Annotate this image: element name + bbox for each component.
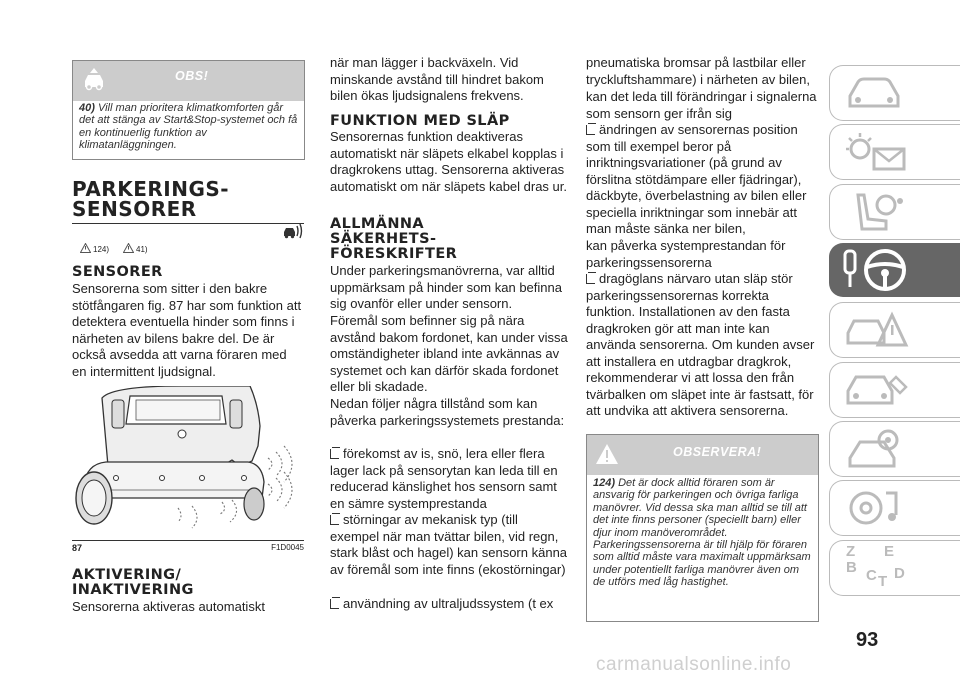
figure-number: 87: [72, 543, 83, 553]
observera-title: OBSERVERA!: [673, 445, 762, 459]
col2-intro: när man lägger i backväxeln. Vid minskande avstånd till hindret bakom bilen ökas ljudsignalens frekvens.: [330, 55, 544, 103]
heading-sakerhetsforeskrifter: [330, 217, 457, 262]
bullet-item: [330, 446, 568, 512]
tab-safety[interactable]: [829, 184, 960, 240]
ref-124: 124): [93, 244, 110, 254]
figure-87: [72, 386, 304, 536]
tab-in-an-emergency[interactable]: [829, 302, 960, 358]
bullet-marker-icon: [330, 599, 339, 609]
sensor-description: Sensorerna som sitter i den bakre stötfångaren fig. 87 har som funktion att detektera eventuella hinder som finns i närheten av bilens bakre del. De är också avsedda att varna föraren med en intermittent ljudsignal.: [72, 281, 302, 379]
subheading-sensorer: SENSORER: [72, 264, 163, 280]
footer-watermark: carmanualsonline.info: [596, 654, 792, 675]
bullet-item: [330, 512, 568, 578]
heading-safety-line-3: FÖRESKRIFTER: [330, 246, 458, 262]
bullet-marker-icon: [330, 515, 339, 525]
bullet-text: störningar av mekanisk typ (till exempel när man tvättar bilen, vid regn, stark blåst och hagel) kan sensorn känna av föremål som inte finns (ekostörningar): [330, 512, 568, 577]
index-letter: B: [846, 559, 857, 576]
col3-intro: pneumatiska bromsar på lastbilar eller tryckluftshammare) i närheten av bilen,: [586, 55, 810, 87]
bullet-item: [586, 122, 820, 238]
bullet-item: [330, 596, 568, 613]
index-letter: C: [866, 567, 877, 584]
lights-envelope-icon: [844, 131, 910, 178]
heading-safety-line-2: SÄKERHETS-: [330, 231, 437, 247]
tab-instrument-panel[interactable]: [829, 124, 960, 180]
warning-triangle-icon: [595, 443, 619, 470]
bullet-text: förekomst av is, snö, lera eller flera lager lack på sensorytan kan leda till en reducerad känslighet hos sensorn samt en sämre systemprestanda: [330, 446, 558, 511]
warning-car-icon: [844, 309, 910, 356]
multimedia-icon: [846, 485, 906, 536]
index-letter: D: [894, 565, 905, 582]
car-service-icon: [844, 369, 910, 416]
bullet-text: ändringen av sensorernas position som till exempel beror på inriktningsvariationer (på grund av förslitna stötdämpare eller fjädringar), däckbyte, överbelastning av bilen eller speciella inriktningar som innebär att man måste sänka ner bilen,: [586, 122, 807, 236]
safety-paragraph-3: Nedan följer några tillstånd som kan påverka parkeringssystemets prestanda:: [330, 396, 565, 428]
heading-safety-line-1: ALLMÄNNA: [330, 216, 425, 232]
warning-triangle-icon: [123, 243, 134, 255]
refs-row: [80, 243, 148, 255]
page-number: 93: [856, 629, 879, 651]
obs-ref: 40): [79, 102, 95, 114]
obs-notice-header: [73, 61, 304, 101]
obs-notice-box: [72, 60, 305, 160]
col3-paragraph: kan påverka systemprestandan för parkeringssensorerna: [586, 238, 786, 270]
tab-getting-to-know-car[interactable]: [829, 65, 960, 121]
figure-caption: [72, 540, 304, 553]
trailer-text: Sensorernas funktion deaktiveras automatiskt när släpets elkabel kopplas i dragkrokens uttag. Sensorerna aktiveras automatiskt om när släpets kabel dras ur.: [330, 129, 568, 194]
car-dashboard-icon: [844, 74, 904, 117]
heading-line-2: SENSORER: [72, 197, 197, 221]
section-heading-parkeringssensorer: [72, 179, 304, 224]
heading-funktion-med-slap: FUNKTION MED SLÄP: [330, 113, 510, 129]
heading-line-1: PARKERINGS-: [72, 177, 230, 201]
technical-data-icon: [846, 428, 906, 475]
index-letters-icon: [844, 543, 914, 593]
bullet-marker-icon: [586, 274, 595, 284]
figure-code: F1D0045: [271, 543, 304, 552]
warning-car-icon: [81, 67, 107, 96]
bullet-text: användning av ultraljudssystem (t ex: [343, 596, 554, 611]
bullet-item: [586, 271, 820, 420]
tab-index[interactable]: [829, 540, 960, 596]
index-letter: T: [878, 573, 888, 590]
observera-notice-box: [586, 434, 819, 622]
tab-multimedia[interactable]: [829, 480, 960, 536]
obs-text: [73, 101, 304, 152]
heading-aktivering-line-2: INAKTIVERING: [72, 582, 194, 598]
observera-header: [587, 435, 818, 475]
index-letter: Z: [846, 543, 856, 560]
tab-starting-and-driving[interactable]: [829, 243, 960, 297]
activation-text: Sensorerna aktiveras automatiskt: [72, 599, 265, 614]
heading-rule: [72, 223, 304, 224]
parking-sensor-icon: [282, 222, 304, 245]
observera-body-text: Det är dock alltid föraren som är ansvarig för parkeringen och övriga farliga manövrer. Vid dessa ska man alltid se till att det inte finns personer (speciellt barn) eller djur inom manöverområdet. Parkeringssensorerna är till hjälp för föraren som alltid måste vara maximalt uppmärksam under potentiellt farliga manövrer även om de utförs med låg hastighet.: [593, 477, 811, 589]
col3-paragraph: kan det leda till förändringar i signalerna som sensorn ger ifrån sig: [586, 89, 817, 121]
seat-airbag-icon: [846, 191, 908, 238]
bullet-text: dragöglans närvaro utan släp stör parkeringssensorernas korrekta funktion. Installationen av den fasta dragkroken gör att man inte kan använda sensorerna. Om kunden avser att installera en utdragbar dragkrok, rekommenderar vi att lossa den från tvärbalken om släpet inte är fastsatt, för att undvika att aktivera sensorerna.: [586, 271, 815, 418]
tab-service-and-care[interactable]: [829, 362, 960, 418]
index-letter: E: [884, 543, 895, 560]
heading-aktivering: [72, 568, 194, 598]
warning-triangle-icon: [80, 243, 91, 255]
heading-aktivering-line-1: AKTIVERING/: [72, 567, 182, 583]
observera-text: [587, 475, 818, 589]
safety-paragraph-2: Föremål som befinner sig på nära avstånd bakom fordonet, kan under vissa omständigheter ibland inte avkännas av systemet och kan därför skada fordonet eller bli skadade.: [330, 313, 568, 394]
observera-ref: 124): [593, 477, 616, 489]
ref-41: 41): [136, 244, 148, 254]
key-steering-wheel-icon: [841, 247, 913, 298]
car-rear-sensor-illustration: [72, 386, 304, 536]
obs-body-text: Vill man prioritera klimatkomforten går det att stänga av Start&Stop-systemet och få en kontinuerlig funktion av klimatanläggningen.: [79, 102, 298, 152]
safety-paragraph-1: Under parkeringsmanövrerna, var alltid uppmärksam på hinder som kan befinna sig ovanför eller under sensorn.: [330, 263, 562, 311]
bullet-marker-icon: [330, 449, 339, 459]
tab-technical-data[interactable]: [829, 421, 960, 477]
bullet-marker-icon: [586, 125, 595, 135]
obs-title: OBS!: [175, 69, 209, 83]
